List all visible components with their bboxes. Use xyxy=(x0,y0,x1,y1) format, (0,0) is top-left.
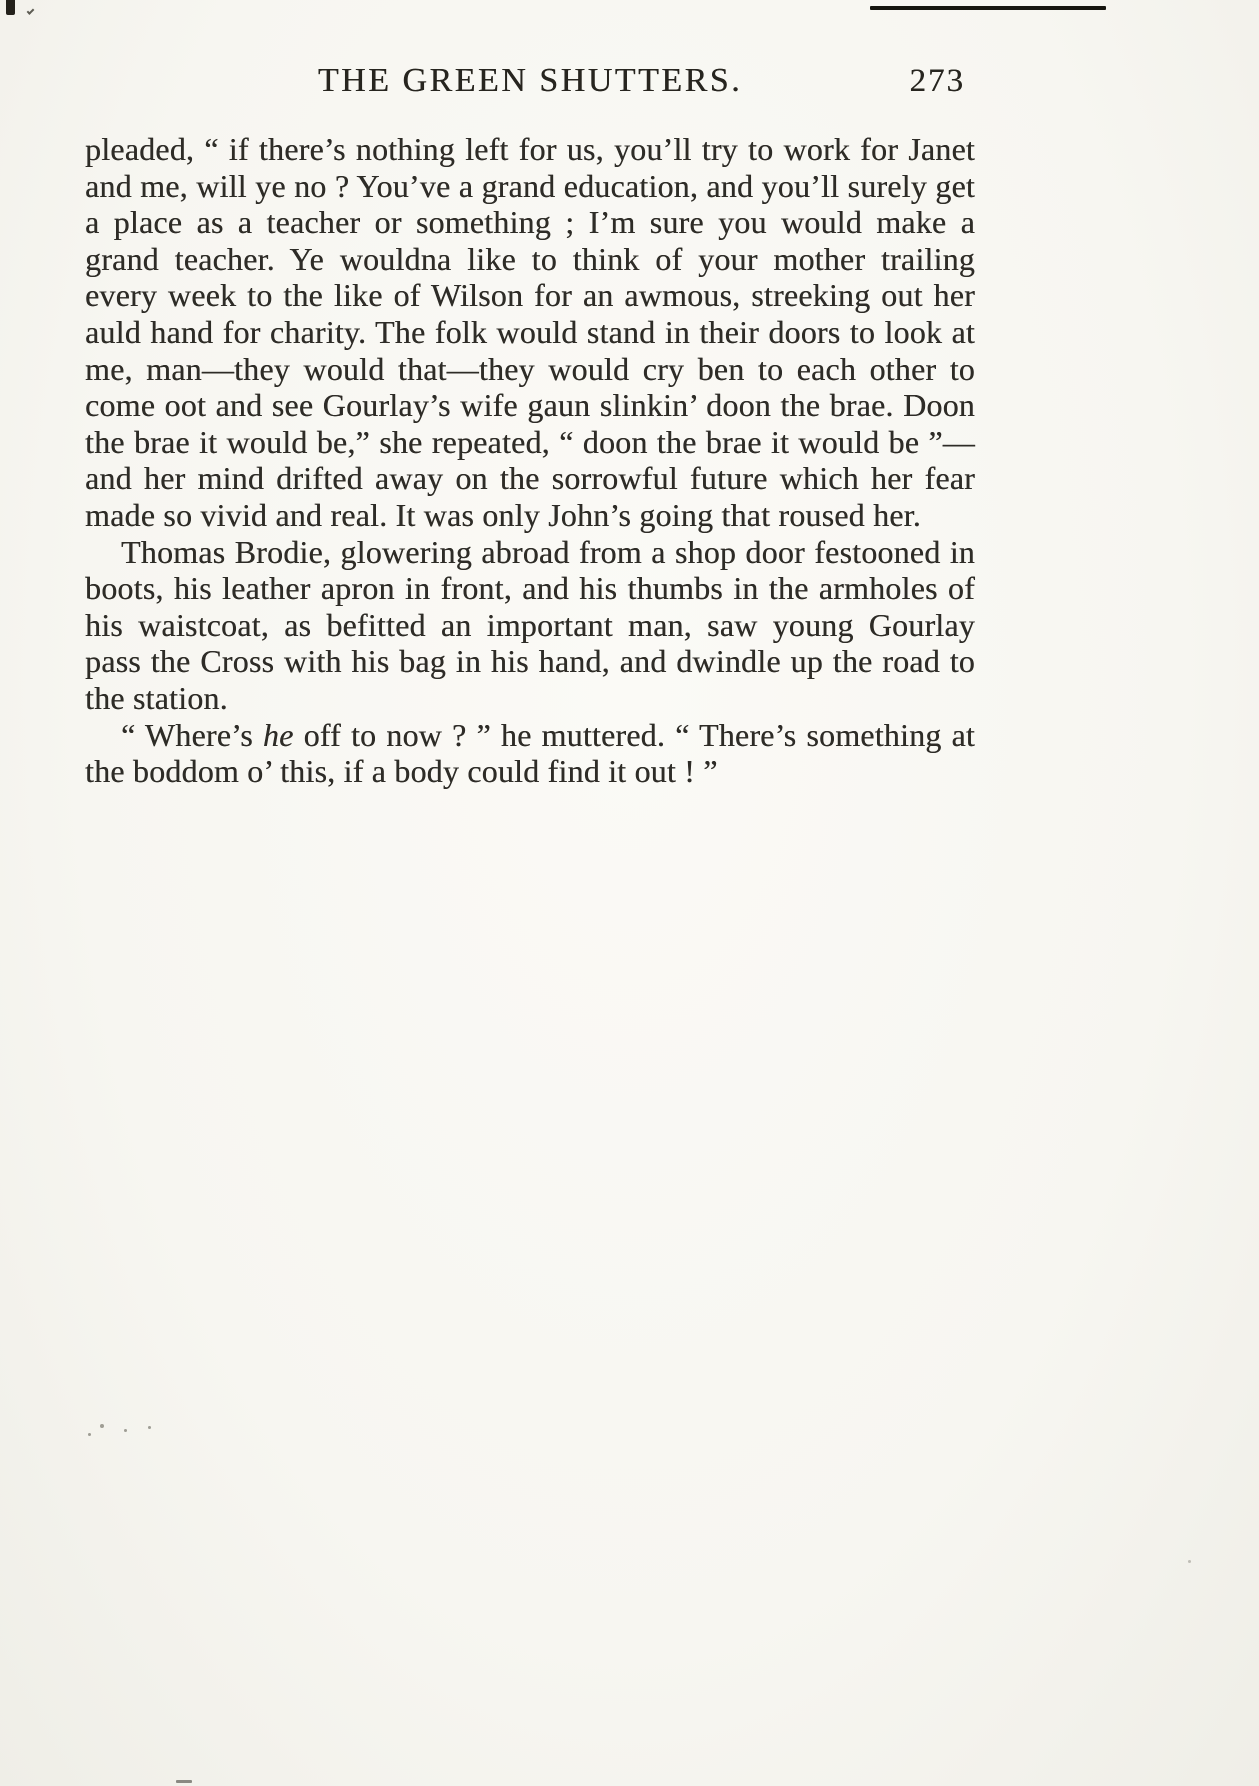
scan-speck xyxy=(88,1433,91,1436)
scan-corner-mark xyxy=(6,0,15,15)
paragraph-text: off to now ? ” he muttered. “ There’s something at the boddom o’ this, if a body could find it out ! ” xyxy=(85,716,976,790)
scan-speck xyxy=(148,1426,151,1429)
scan-bottom-dash xyxy=(176,1780,192,1783)
page-header xyxy=(85,58,975,104)
scan-speck xyxy=(100,1424,104,1428)
page-number: 273 xyxy=(909,63,965,99)
scan-speck xyxy=(1188,1560,1191,1563)
scan-speck xyxy=(124,1429,127,1432)
paragraph-text: “ Where’s xyxy=(121,716,263,753)
paragraph xyxy=(85,717,975,790)
page-text xyxy=(85,131,975,790)
running-title: THE GREEN SHUTTERS. xyxy=(317,62,743,99)
scan-tick-mark xyxy=(27,7,35,15)
scan-artifact-line xyxy=(870,6,1106,10)
paragraph: pleaded, “ if there’s nothing left for us, you’ll try to work for Janet and me, will ye no ? You’ve a grand education, and you’ll surely get a place as a teacher or something ; I’m sure you would make a grand teacher. Ye wouldna like to think of your mother trailing every week to the like of Wilson for an awmous, streeking out her auld hand for charity. The folk would stand in their doors to look at me, man—they would that—they would cry ben to each other to come oot and see Gourlay’s wife gaun slinkin’ doon the brae. Doon the brae it would be,” she repeated, “ doon the brae it would be ”—and her mind drifted away on the sorrowful future which her fear made so vivid and real. It was only John’s going that roused her. xyxy=(85,131,975,533)
italic-word: he xyxy=(262,716,294,753)
paragraph: Thomas Brodie, glowering abroad from a shop door festooned in boots, his leather apron in front, and his thumbs in the armholes of his waistcoat, as befitted an important man, saw young Gourlay pass the Cross with his bag in his hand, and dwindle up the road to the station. xyxy=(85,533,975,716)
